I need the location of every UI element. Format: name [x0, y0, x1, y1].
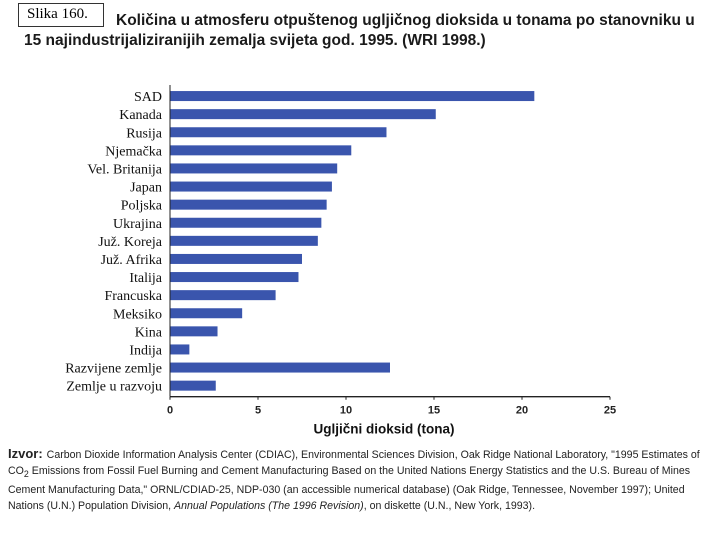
bar — [170, 163, 337, 173]
category-label: Rusija — [126, 126, 162, 142]
bar — [170, 254, 302, 264]
slide-label: Slika 160. — [18, 3, 104, 27]
bar — [170, 127, 386, 137]
source-text-1: Carbon Dioxide Information Analysis Center (CDIAC), Environmental Sciences Division, Oak Ridge National Laboratory, "1995 Estimates of CO — [8, 449, 700, 477]
source-text-3: , on diskette (U.N., New York, 1993). — [363, 500, 536, 513]
bar — [170, 218, 321, 228]
x-tick-label: 10 — [339, 404, 353, 417]
bar — [170, 109, 436, 119]
bar — [170, 326, 218, 336]
category-label: Razvijene zemlje — [65, 361, 162, 377]
bar — [170, 344, 189, 354]
x-tick-label: 5 — [254, 404, 262, 417]
category-label: Zemlje u razvoju — [66, 379, 162, 395]
bar — [170, 91, 534, 101]
category-label: Italija — [129, 271, 162, 287]
bar — [170, 290, 276, 300]
x-tick-label: 25 — [603, 404, 617, 417]
source-text-italic: Annual Populations (The 1996 Revision) — [174, 500, 364, 513]
category-label: Poljska — [120, 198, 162, 214]
category-label: Japan — [130, 180, 162, 196]
category-label: Francuska — [104, 289, 162, 305]
category-label: Kanada — [119, 108, 162, 124]
x-tick-label: 20 — [515, 404, 529, 417]
category-label: Juž. Koreja — [98, 234, 162, 250]
bar — [170, 272, 298, 282]
bar — [170, 236, 318, 246]
bar — [170, 182, 332, 192]
x-tick-label: 0 — [166, 404, 174, 417]
category-label: Juž. Afrika — [100, 252, 162, 268]
bar — [170, 308, 242, 318]
category-label: SAD — [133, 90, 162, 106]
category-label: Meksiko — [113, 307, 162, 323]
bar — [170, 381, 216, 391]
category-label: Kina — [134, 325, 162, 341]
category-label: Ukrajina — [113, 216, 162, 232]
bar — [170, 145, 351, 155]
bar — [170, 200, 327, 210]
bar — [170, 363, 390, 373]
category-label: Vel. Britanija — [87, 162, 162, 178]
source-text-2: Emissions from Fossil Fuel Burning and Cement Manufacturing Based on the United Nations Energy Statistics and the U.S. Bureau of Mines Cement Manufacturing Data," ORNL/CDIAD-25, NDP-030 (an accessible numerical database) (Oak Ridge, Tennessee, November 1997); United Nations (U.N.) Population Division, — [8, 465, 691, 513]
chart-title: Količina u atmosferu otpuštenog ugljičnog dioksida u tonama po stanovniku u 15 najindustrijaliziranijih zemalja svijeta god. 1995. (WRI 1998.) — [24, 12, 695, 49]
source-lead: Izvor: — [8, 446, 43, 461]
x-axis-title: Ugljični dioksid (tona) — [313, 421, 455, 437]
category-label: Indija — [129, 343, 162, 359]
x-tick-label: 15 — [427, 404, 441, 417]
source-citation: Izvor: Carbon Dioxide Information Analysis Center (CDIAC), Environmental Sciences Division, Oak Ridge National Laboratory, "1995 Estimates of $CO_2$ Emissions from Fossil Fuel Burning and Cement Manufacturing Based on the United Nations Energy Statistics and the U.S. Bureau of Mines Cement Manufacturing Data," ORNL/CDIAD-25, NDP-030 (an accessible numerical database) (Oak Ridge, Tennessee, November 1997); United Nations (U.N.) Population Division, Annual Populations (The 1996 Revision), on diskette (U.N., New York, 1993). — [8, 446, 700, 513]
category-label: Njemačka — [105, 144, 162, 160]
